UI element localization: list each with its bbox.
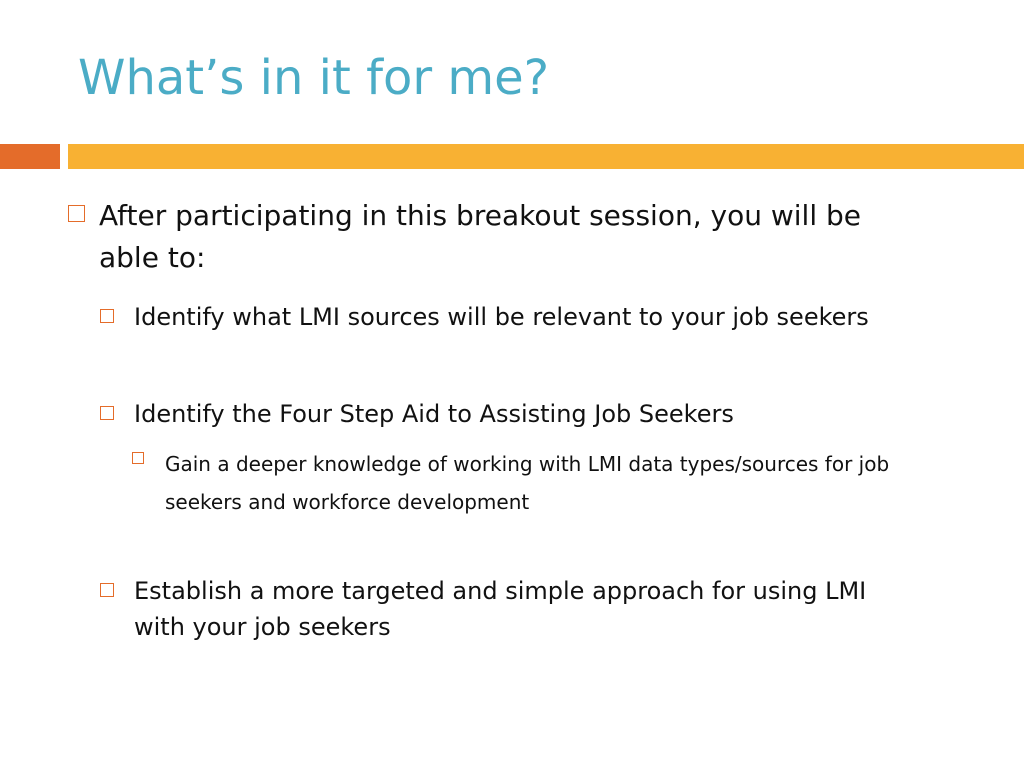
bullet-text: Establish a more targeted and simple approach for using LMI with your job seekers bbox=[134, 577, 867, 641]
hollow-square-bullet-icon bbox=[68, 205, 85, 222]
bullet-level-2 bbox=[100, 299, 890, 335]
bullet-text: Gain a deeper knowledge of working with LMI data types/sources for job seekers and workforce development bbox=[165, 452, 890, 514]
hollow-square-bullet-icon bbox=[100, 309, 114, 323]
hollow-square-bullet-icon bbox=[132, 452, 144, 464]
slide-title: What’s in it for me? bbox=[78, 50, 550, 106]
bullet-text: After participating in this breakout session, you will be able to: bbox=[99, 199, 862, 274]
bullet-text: Identify what LMI sources will be relevant to your job seekers bbox=[134, 303, 869, 331]
hollow-square-bullet-icon bbox=[100, 583, 114, 597]
hollow-square-bullet-icon bbox=[100, 406, 114, 420]
title-underline-bar bbox=[68, 144, 1024, 169]
title-accent-bar bbox=[0, 144, 60, 169]
bullet-text: Identify the Four Step Aid to Assisting Job Seekers bbox=[134, 400, 734, 428]
bullet-level-1 bbox=[68, 195, 908, 279]
bullet-level-2 bbox=[100, 573, 910, 645]
bullet-level-3 bbox=[132, 445, 902, 521]
bullet-level-2 bbox=[100, 396, 900, 432]
